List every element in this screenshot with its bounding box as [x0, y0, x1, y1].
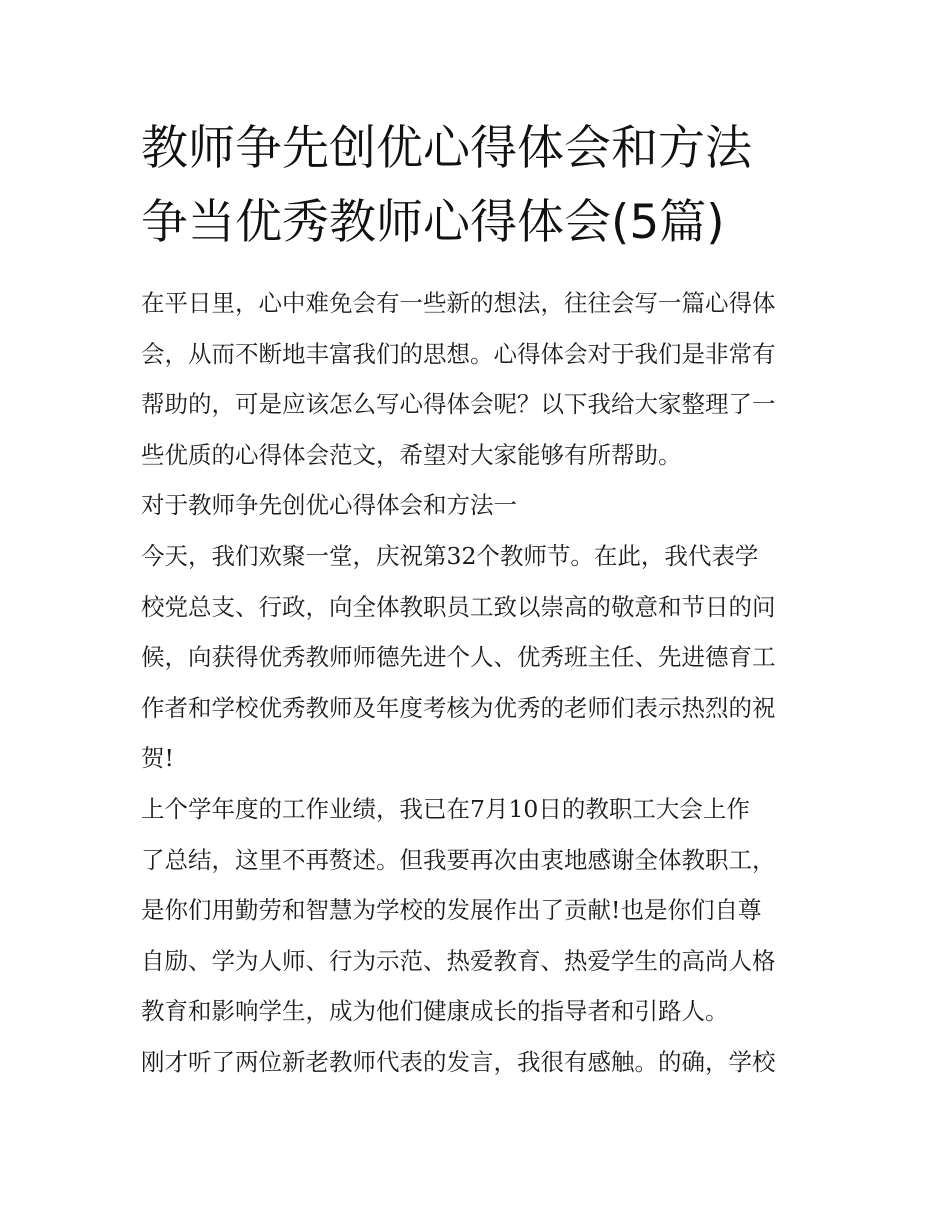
paragraph-line: 教育和影响学生，成为他们健康成长的指导者和引路人。 [141, 997, 729, 1026]
title-line-1: 教师争先创优心得体会和方法 [141, 121, 752, 176]
paragraph-line: 些优质的心得体会范文，希望对大家能够有所帮助。 [141, 440, 682, 469]
paragraph-line: 刚才听了两位新老教师代表的发言，我很有感触。的确，学校 [141, 1047, 776, 1076]
paragraph-line: 在平日里，心中难免会有一些新的想法，往往会写一篇心得体 [141, 289, 776, 317]
paragraph-line: 是你们用勤劳和智慧为学校的发展作出了贡献!也是你们自尊 [141, 896, 762, 925]
title-line-2: 争当优秀教师心得体会(5篇) [141, 195, 725, 250]
paragraph-line: 作者和学校优秀教师及年度考核为优秀的老师们表示热烈的祝 [141, 693, 776, 722]
paragraph-line: 校党总支、行政，向全体教职员工致以崇高的敬意和节日的问 [141, 592, 776, 621]
paragraph-line: 今天，我们欢聚一堂，庆祝第32个教师节。在此，我代表学 [141, 541, 759, 570]
paragraph-line: 自励、学为人师、行为示范、热爱教育、热爱学生的高尚人格 [141, 946, 776, 975]
intro-paragraph [141, 278, 813, 480]
body-paragraph [141, 531, 813, 784]
body-paragraph [141, 784, 813, 1037]
document-content [141, 112, 813, 1088]
paragraph-line: 候，向获得优秀教师师德先进个人、优秀班主任、先进德育工 [141, 643, 776, 672]
paragraph-line: 帮助的，可是应该怎么写心得体会呢？以下我给大家整理了一 [141, 390, 776, 419]
body-paragraph [141, 1037, 813, 1088]
paragraph-line: 了总结，这里不再赘述。但我要再次由衷地感谢全体教职工， [141, 845, 776, 874]
section-heading-text: 对于教师争先创优心得体会和方法一 [141, 491, 517, 520]
document-title [141, 112, 813, 260]
paragraph-line: 上个学年度的工作业绩，我已在7月10日的教职工大会上作 [141, 794, 750, 823]
paragraph-line: 贺! [141, 744, 174, 773]
section-heading [141, 480, 813, 531]
paragraph-line: 会，从而不断地丰富我们的思想。心得体会对于我们是非常有 [141, 339, 776, 368]
